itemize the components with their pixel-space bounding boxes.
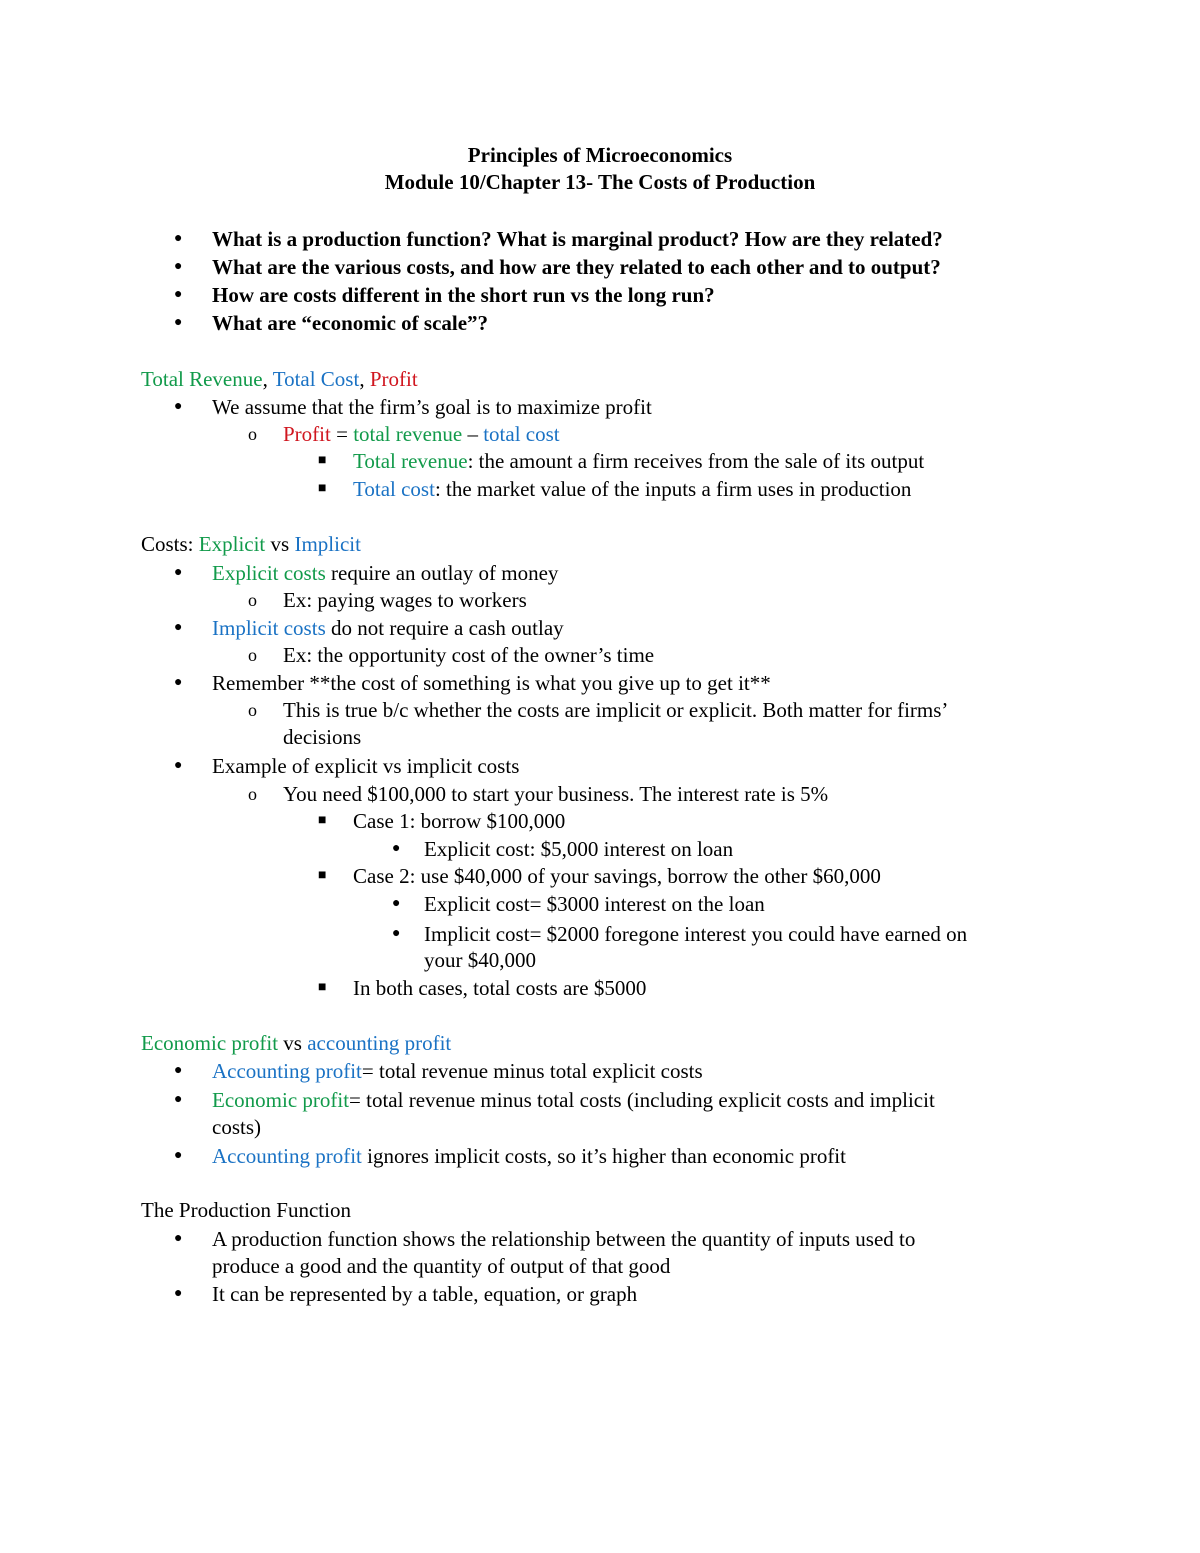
heading-vs: vs [278, 1031, 308, 1055]
list-item: Example of explicit vs implicit costs [212, 754, 520, 778]
definition-term: Total cost [353, 477, 435, 501]
heading-prefix: Costs: [141, 532, 199, 556]
bullet-icon: ● [174, 259, 183, 274]
bullet-icon: ● [392, 926, 401, 941]
sub-list-item: Ex: paying wages to workers [283, 588, 527, 612]
doc-title: Principles of Microeconomics [467, 143, 733, 167]
term-implicit-costs: Implicit costs [212, 616, 326, 640]
bullet-icon: ● [174, 620, 183, 635]
definition-term: Total revenue [353, 449, 468, 473]
formula-term-total-revenue: total revenue [353, 422, 463, 446]
heading-term-economic-profit: Economic profit [141, 1031, 279, 1055]
bullet-icon: ● [174, 1063, 183, 1078]
list-item [212, 615, 564, 641]
heading-term-explicit: Explicit [198, 532, 266, 556]
heading-term-accounting-profit: accounting profit [307, 1031, 452, 1055]
item-text: do not require a cash outlay [325, 616, 564, 640]
heading-term-total-revenue: Total Revenue [141, 367, 263, 391]
case-detail: Explicit cost: $5,000 interest on loan [424, 837, 734, 861]
bullet-icon: ● [174, 399, 183, 414]
sub-list-item-continued: decisions [283, 725, 362, 749]
section-heading-costs [141, 531, 361, 557]
term-explicit-costs: Explicit costs [212, 561, 326, 585]
term-accounting-profit: Accounting profit [212, 1059, 362, 1083]
section-heading-revenue-cost-profit [141, 366, 418, 392]
hollow-bullet-icon: o [248, 590, 257, 610]
term-economic-profit: Economic profit [212, 1088, 350, 1112]
doc-subtitle: Module 10/Chapter 13- The Costs of Production [384, 170, 816, 194]
section-heading-production-function: The Production Function [141, 1198, 351, 1222]
list-item-continued: costs) [212, 1115, 261, 1139]
heading-term-total-cost: Total Cost [272, 367, 360, 391]
case-item: Case 2: use $40,000 of your savings, borrow the other $60,000 [353, 864, 881, 888]
definition-text: : the amount a firm receives from the sale of its output [467, 449, 925, 473]
list-item: It can be represented by a table, equation, or graph [212, 1282, 638, 1306]
list-item: Remember **the cost of something is what you give up to get it** [212, 671, 771, 695]
bullet-icon: ● [174, 1148, 183, 1163]
list-item [212, 1058, 703, 1084]
bullet-icon: ● [174, 315, 183, 330]
item-text: = total revenue minus total explicit costs [361, 1059, 703, 1083]
hollow-bullet-icon: o [248, 424, 257, 444]
question-item: What are “economic of scale”? [212, 311, 489, 335]
heading-vs: vs [265, 532, 295, 556]
profit-formula [283, 421, 560, 447]
list-item [212, 1143, 846, 1169]
hollow-bullet-icon: o [248, 645, 257, 665]
bullet-icon: ● [174, 758, 183, 773]
bullet-icon: ● [174, 1092, 183, 1107]
formula-term-profit: Profit [283, 422, 331, 446]
sub-list-item: This is true b/c whether the costs are implicit or explicit. Both matter for firms’ [283, 698, 949, 722]
hollow-bullet-icon: o [248, 784, 257, 804]
list-item [212, 1087, 935, 1113]
question-item: What are the various costs, and how are they related to each other and to output? [212, 255, 941, 279]
bullet-icon: ● [392, 896, 401, 911]
heading-separator: , [262, 367, 273, 391]
square-bullet-icon: ■ [318, 868, 327, 883]
item-text: require an outlay of money [325, 561, 559, 585]
square-bullet-icon: ■ [318, 481, 327, 496]
bullet-icon: ● [174, 565, 183, 580]
bullet-icon: ● [174, 231, 183, 246]
list-item: A production function shows the relationship between the quantity of inputs used to [212, 1227, 916, 1251]
case-detail: Explicit cost= $3000 interest on the loan [424, 892, 765, 916]
bullet-icon: ● [174, 1286, 183, 1301]
sub-list-item: You need $100,000 to start your business. The interest rate is 5% [283, 782, 829, 806]
bullet-icon: ● [174, 287, 183, 302]
term-accounting-profit: Accounting profit [212, 1144, 362, 1168]
formula-minus: – [462, 422, 484, 446]
formula-term-total-cost: total cost [483, 422, 560, 446]
item-text: ignores implicit costs, so it’s higher than economic profit [361, 1144, 846, 1168]
list-item [212, 560, 558, 586]
definition-text: : the market value of the inputs a firm uses in production [434, 477, 912, 501]
square-bullet-icon: ■ [318, 980, 327, 995]
section-heading-profit-types [141, 1030, 451, 1056]
heading-term-profit: Profit [369, 367, 418, 391]
case-detail: Implicit cost= $2000 foregone interest you could have earned on [424, 922, 968, 946]
question-item: How are costs different in the short run vs the long run? [212, 283, 715, 307]
item-text: = total revenue minus total costs (including explicit costs and implicit [349, 1088, 935, 1112]
square-bullet-icon: ■ [318, 813, 327, 828]
definition-total-revenue [353, 448, 924, 474]
list-item: We assume that the firm’s goal is to maximize profit [212, 395, 652, 419]
case-item: Case 1: borrow $100,000 [353, 809, 566, 833]
bullet-icon: ● [174, 675, 183, 690]
list-item-continued: produce a good and the quantity of output of that good [212, 1254, 671, 1278]
definition-total-cost [353, 476, 911, 502]
hollow-bullet-icon: o [248, 700, 257, 720]
formula-equals: = [330, 422, 354, 446]
heading-separator: , [359, 367, 370, 391]
case-detail-continued: your $40,000 [424, 948, 536, 972]
heading-term-implicit: Implicit [294, 532, 361, 556]
sub-list-item: Ex: the opportunity cost of the owner’s time [283, 643, 655, 667]
bullet-icon: ● [174, 1231, 183, 1246]
square-bullet-icon: ■ [318, 453, 327, 468]
question-item: What is a production function? What is marginal product? How are they related? [212, 227, 943, 251]
case-item: In both cases, total costs are $5000 [353, 976, 647, 1000]
bullet-icon: ● [392, 841, 401, 856]
